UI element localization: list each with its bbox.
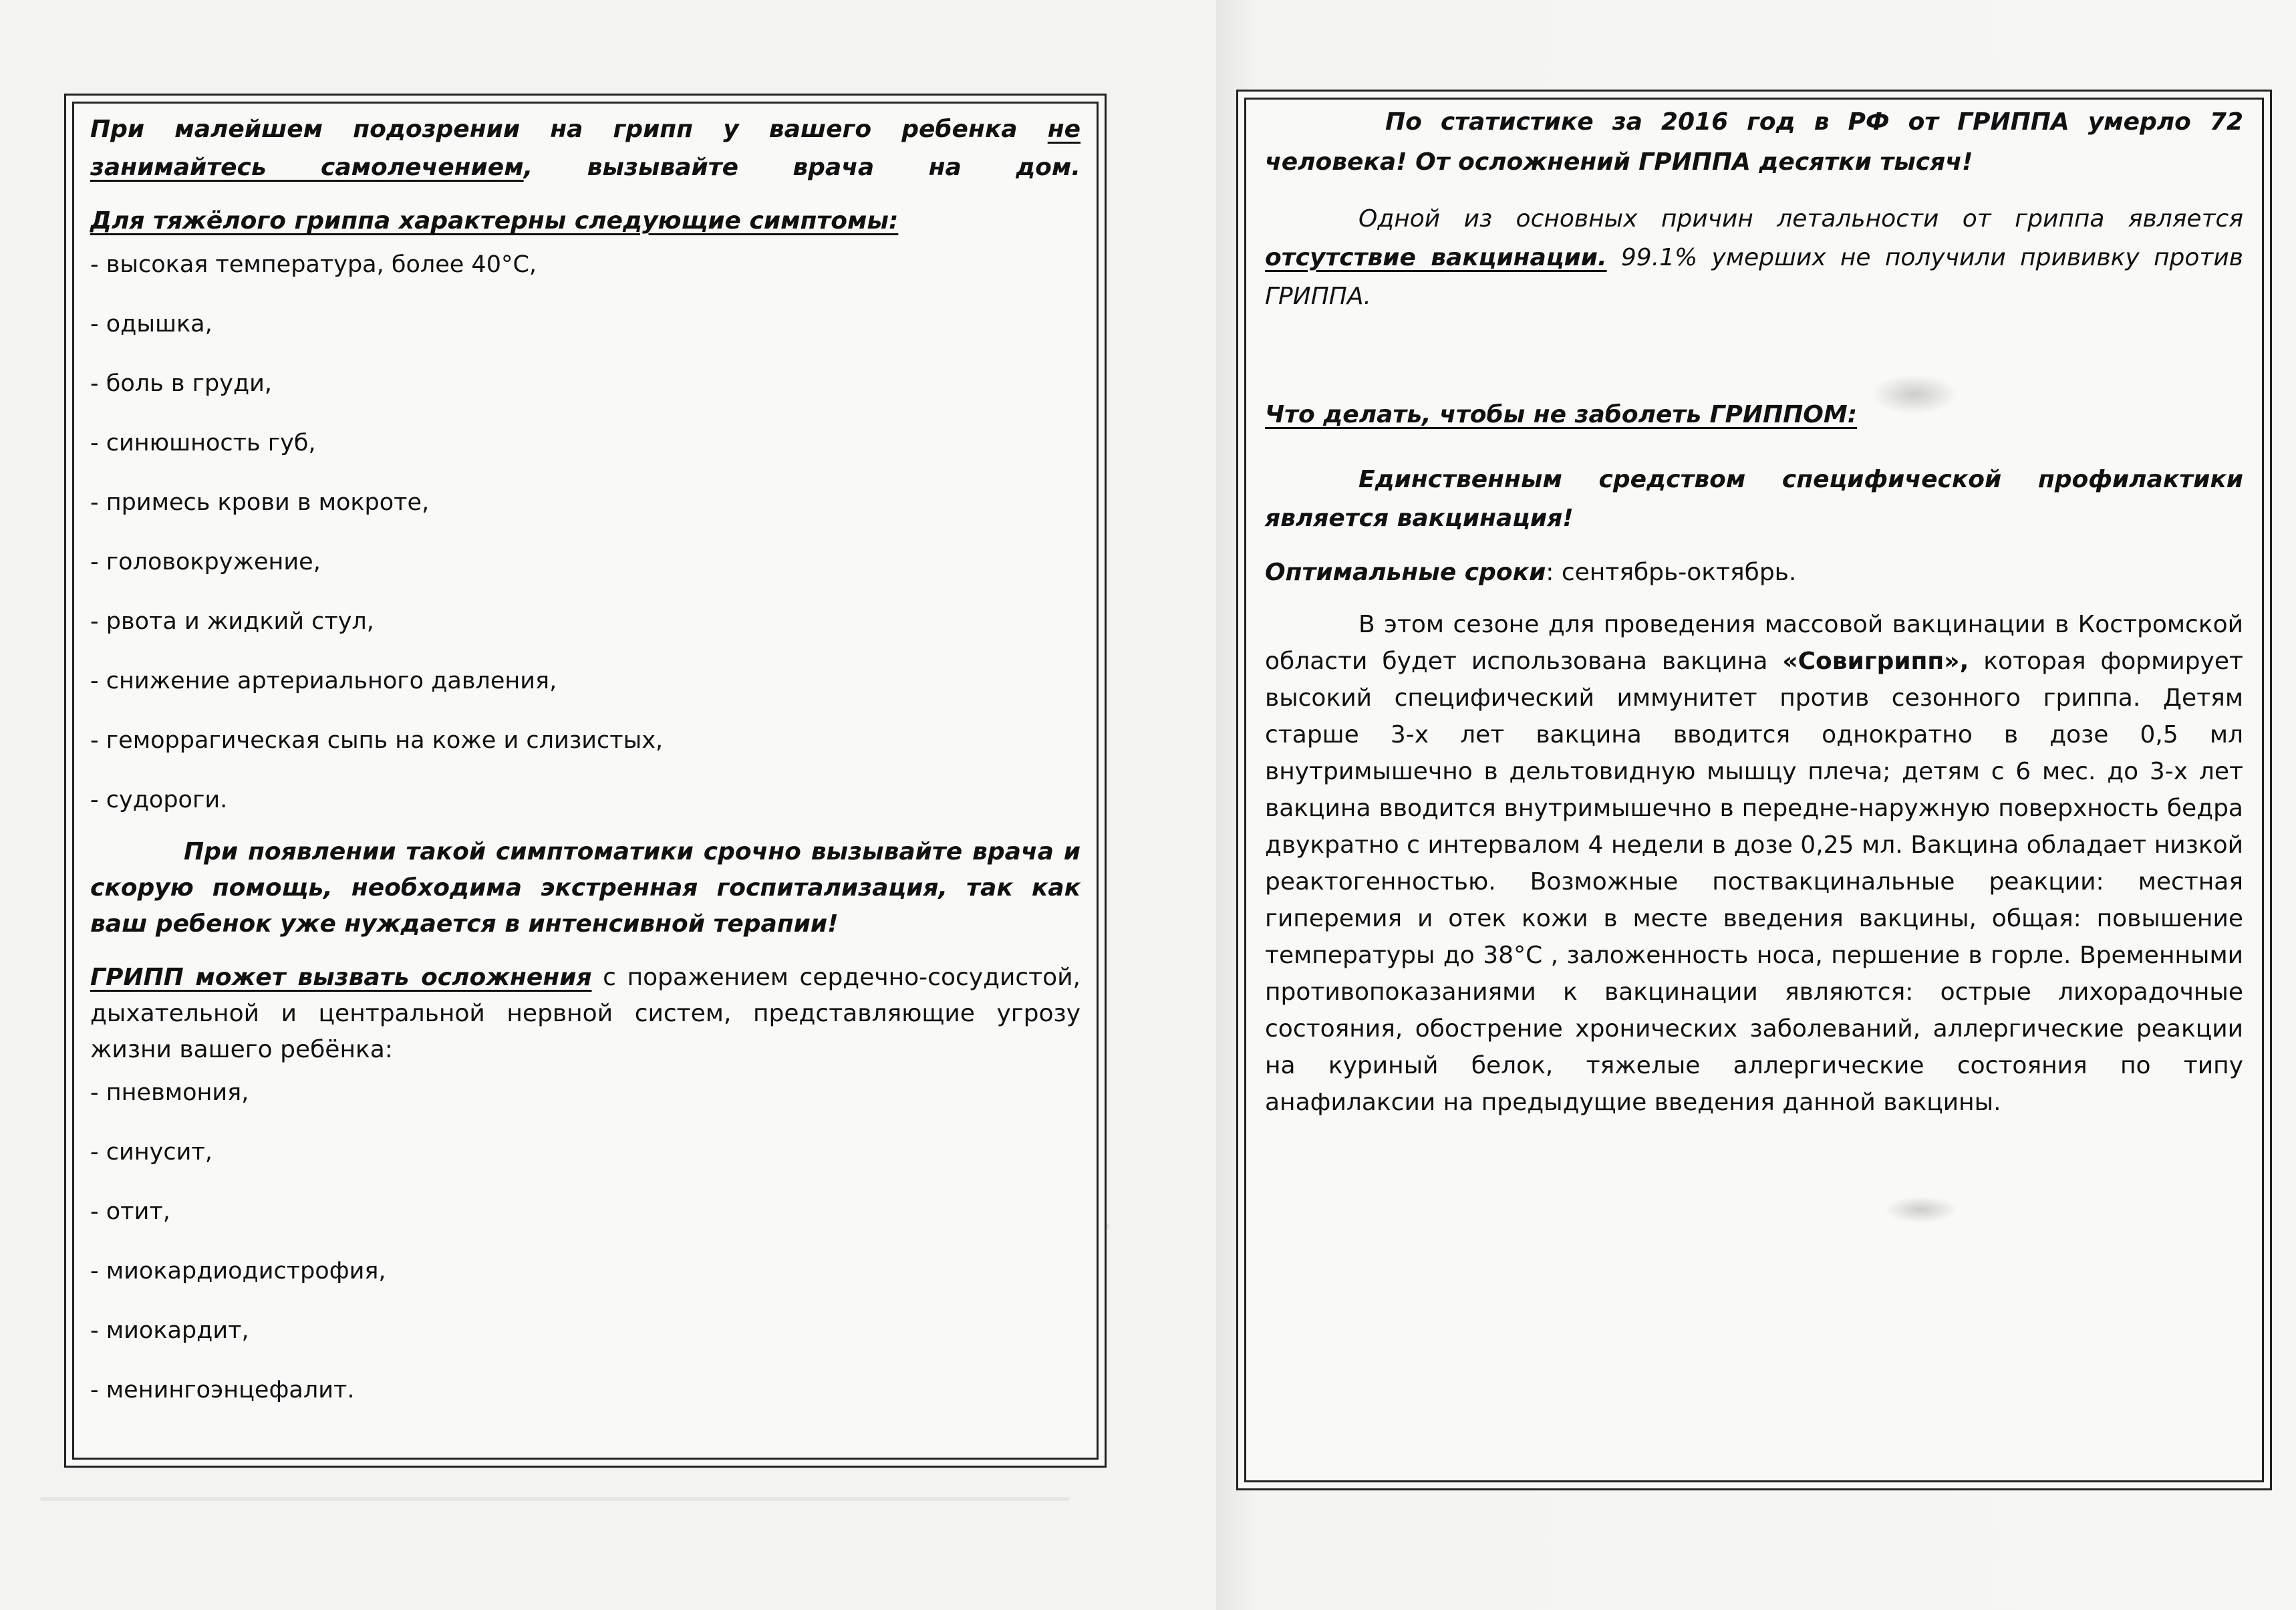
- list-item: - примесь крови в мокроте,: [90, 489, 430, 516]
- right-panel: [1236, 90, 2272, 1490]
- cause-text-end: 99.1% умерших не получили прививку против ГРИППА.: [1265, 244, 2243, 310]
- complications-paragraph: [90, 960, 1081, 1068]
- intro-underlined: не занимайтесь самолечением: [90, 116, 1081, 181]
- list-item: - геморрагическая сыпь на коже и слизистых,: [90, 727, 664, 754]
- list-item: - миокардиодистрофия,: [90, 1258, 386, 1285]
- list-item: - снижение артериального давления,: [90, 668, 557, 694]
- cause-paragraph: [1265, 200, 2243, 316]
- scan-smudge: [1871, 374, 1958, 414]
- list-item: - синюшность губ,: [90, 430, 316, 456]
- complication-list: [90, 1076, 1081, 1433]
- list-item: - отит,: [90, 1198, 170, 1225]
- warning-paragraph: При появлении такой симптоматики срочно вызывайте врача и скорую помощь, необходима экстренная госпитализация, так как ваш ребенок уже нуждается в интенсивной терапии!: [90, 838, 1081, 938]
- symptoms-heading: Для тяжёлого гриппа характерны следующие симптомы:: [90, 207, 899, 235]
- optimal-terms: [1265, 554, 2243, 591]
- left-panel: [64, 94, 1107, 1468]
- list-item: - высокая температура, более 40°С,: [90, 251, 537, 278]
- list-item: - рвота и жидкий стул,: [90, 608, 374, 635]
- list-item: - судороги.: [90, 787, 228, 813]
- season-paragraph: [1265, 606, 2243, 1121]
- cause-text: Одной из основных причин летальности от гриппа является: [1358, 205, 2243, 233]
- list-item: - миокардит,: [90, 1317, 249, 1344]
- scan-smudge: [1884, 1196, 1958, 1223]
- statistics-paragraph: По статистике за 2016 год в РФ от ГРИППА умерло 72 человека! От осложнений ГРИППА десятки тысяч!: [1265, 108, 2243, 176]
- optimal-terms-label: Оптимальные сроки: [1265, 559, 1546, 586]
- list-item: - пневмония,: [90, 1079, 249, 1106]
- season-text-end: которая формирует высокий специфический иммунитет против сезонного гриппа. Детям старше 3-х лет вакцина вводится однократно в дозе 0,5 мл внутримышечно в дельтовидную мышцу плеча; детям с 6 мес. до 3-х лет вакцина вводится внутримышечно в передне-наружную поверхность бедра двукратно с интервалом 4 недели в дозе 0,25 мл. Вакцина обладает низкой реактогенностью. Возможные поствакцинальные реакции: местная гиперемия и отек кожи в месте введения вакцины, общая: повышение температуры до 38°С , заложенность носа, першение в горле. Временными противопоказаниями к вакцинации являются: острые лихорадочные состояния, обострение хронических заболеваний, аллергические реакции на куриный белок, тяжелые аллергические состояния по типу анафилаксии на предыдущие введения данной вакцины.: [1265, 648, 2243, 1116]
- intro-text: При малейшем подозрении на грипп у вашего ребенка: [90, 116, 1018, 143]
- complications-text: с поражением сердечно-сосудистой, дыхательной и центральной нервной систем, представляющие угрозу жизни вашего ребёнка:: [90, 964, 1081, 1063]
- intro-paragraph: [90, 110, 1081, 186]
- intro-text-end: , вызывайте врача на дом.: [523, 154, 1081, 181]
- vaccination-statement: Единственным средством специфической профилактики является вакцинация!: [1265, 466, 2243, 532]
- list-item: - менингоэнцефалит.: [90, 1377, 355, 1403]
- complications-lead: ГРИПП может вызвать осложнения: [90, 964, 592, 991]
- symptom-list: [90, 248, 1081, 834]
- list-item: - боль в груди,: [90, 370, 273, 397]
- cause-underlined: отсутствие вакцинации.: [1265, 244, 1607, 271]
- list-item: - головокружение,: [90, 549, 321, 575]
- optimal-terms-value: : сентябрь-октябрь.: [1546, 559, 1797, 586]
- season-text: В этом сезоне для проведения массовой вакцинации в Костромской области будет использована вакцина: [1265, 611, 2243, 675]
- prevention-heading: Что делать, чтобы не заболеть ГРИППОМ:: [1265, 401, 1858, 428]
- list-item: - одышка,: [90, 311, 212, 338]
- vaccine-name: «Совигрипп»,: [1782, 648, 1969, 675]
- list-item: - синусит,: [90, 1139, 212, 1166]
